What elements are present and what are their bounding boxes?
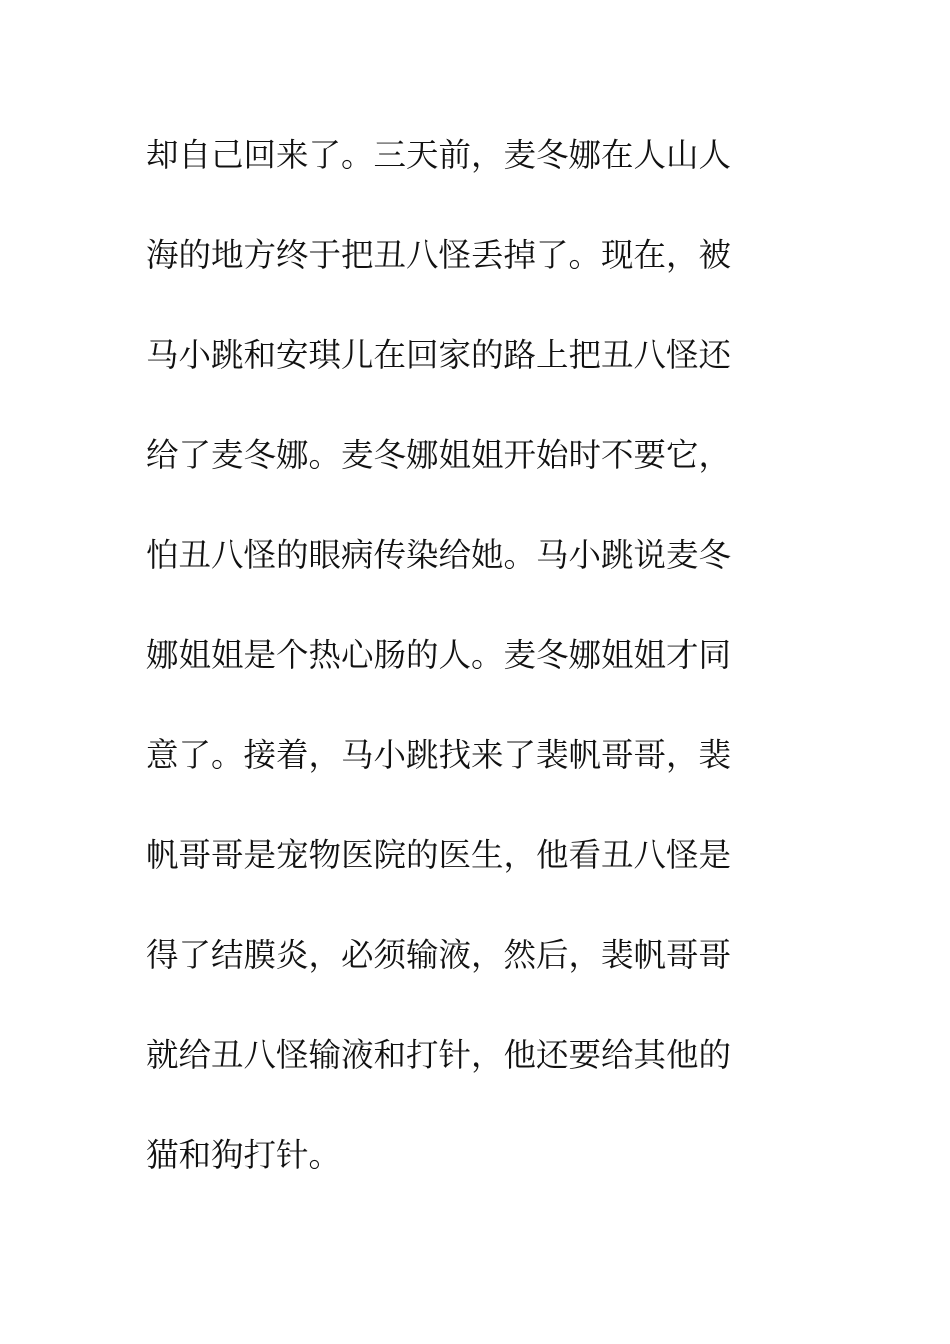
text-line: 马小跳和安琪儿在回家的路上把丑八怪还 (146, 336, 732, 374)
text-line: 给了麦冬娜。麦冬娜姐姐开始时不要它， (146, 436, 732, 474)
text-line: 娜姐姐是个热心肠的人。麦冬娜姐姐才同 (146, 636, 732, 674)
text-line: 帆哥哥是宠物医院的医生，他看丑八怪是 (146, 836, 732, 874)
text-line: 就给丑八怪输液和打针，他还要给其他的 (146, 1036, 732, 1074)
text-line: 意了。接着，马小跳找来了裴帆哥哥，裴 (146, 736, 732, 774)
text-line: 猫和狗打针。 (146, 1136, 342, 1174)
text-line: 海的地方终于把丑八怪丢掉了。现在，被 (146, 236, 732, 274)
body-paragraph (146, 125, 786, 1225)
text-line: 却自己回来了。三天前，麦冬娜在人山人 (146, 136, 732, 174)
text-line: 得了结膜炎，必须输液，然后，裴帆哥哥 (146, 936, 732, 974)
text-line: 怕丑八怪的眼病传染给她。马小跳说麦冬 (146, 536, 732, 574)
